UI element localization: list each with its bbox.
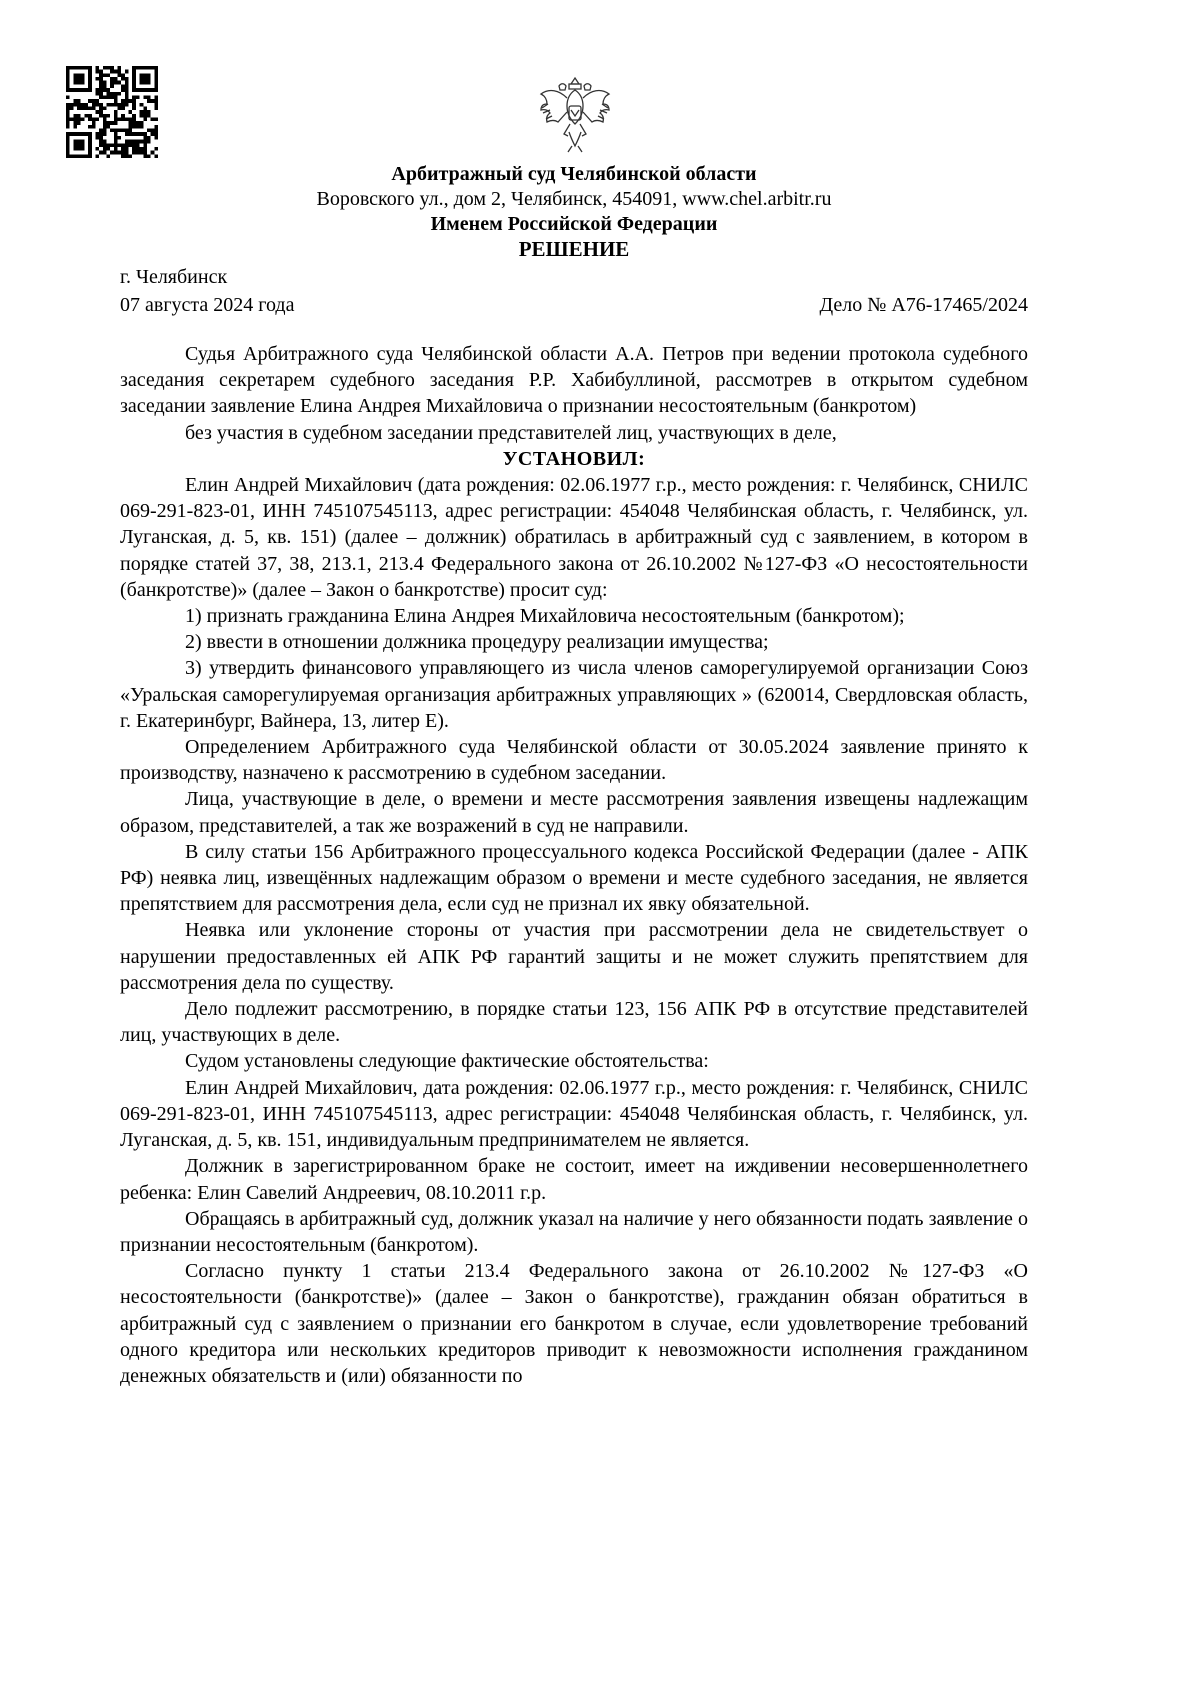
paragraph: В силу статьи 156 Арбитражного процессуального кодекса Российской Федерации (далее - АПК РФ) неявка лиц, извещённых надлежащим образом о времени и месте судебного заседания, не является препятствием для рассмотрения дела, если суд не признал их явку обязательной.: [120, 840, 1028, 916]
list-item: 3) утвердить финансового управляющего из числа членов саморегулируемой организации Союз «Уральская саморегулируемая организация арбитражных управляющих » (620014, Свердловская область, г. Екатеринбург, Вайнера, 13, литер Е).: [120, 657, 1028, 732]
paragraph: Дело подлежит рассмотрению, в порядке статьи 123, 156 АПК РФ в отсутствие представителей лиц, участвующих в деле.: [120, 998, 1028, 1047]
document-header: [0, 162, 1148, 262]
paragraph: Елин Андрей Михайлович (дата рождения: 02.06.1977 г.р., место рождения: г. Челябинск, СНИЛС 069-291-823-01, ИНН 745107545113, адрес регистрации: 454048 Челябинская область, г. Челябинск, ул. Луганская, д. 5, кв. 151) (далее – должник) обратилась в арбитражный суд с заявлением, в котором в порядке статей 37, 38, 213.1, 213.4 Федерального закона от 26.10.2002 №127-ФЗ «О несостоятельности (банкротстве)» (далее – Закон о банкротстве) просит суд:: [120, 474, 1028, 601]
paragraph: Обращаясь в арбитражный суд, должник указал на наличие у него обязанности подать заявление о признании несостоятельным (банкротом).: [120, 1207, 1028, 1256]
paragraph: Должник в зарегистрированном браке не состоит, имеет на иждивении несовершеннолетнего ребенка: Елин Савелий Андреевич, 08.10.2011 г.р.: [120, 1155, 1028, 1204]
section-heading: УСТАНОВИЛ:: [502, 447, 646, 470]
list-item: 2) ввести в отношении должника процедуру реализации имущества;: [185, 631, 769, 654]
document-body: [120, 341, 1028, 1389]
decision-date: 07 августа 2024 года: [120, 294, 295, 316]
coat-of-arms-icon: [536, 74, 614, 156]
in-name-line: Именем Российской Федерации: [430, 213, 718, 235]
paragraph: Неявка или уклонение стороны от участия при рассмотрении дела не свидетельствует о нарушении предоставленных ей АПК РФ гарантий защиты и не может служить препятствием для рассмотрения дела по существу.: [120, 919, 1028, 994]
paragraph: Определением Арбитражного суда Челябинской области от 30.05.2024 заявление принято к производству, назначено к рассмотрению в судебном заседании.: [120, 736, 1028, 785]
court-name: Арбитражный суд Челябинской области: [391, 163, 757, 185]
document-title: РЕШЕНИЕ: [518, 237, 630, 261]
paragraph: Елин Андрей Михайлович, дата рождения: 02.06.1977 г.р., место рождения: г. Челябинск, СНИЛС 069-291-823-01, ИНН 745107545113, адрес регистрации: 454048 Челябинская область, г. Челябинск, ул. Луганская, д. 5, кв. 151, индивидуальным предпринимателем не является.: [120, 1076, 1028, 1152]
paragraph: без участия в судебном заседании представителей лиц, участвующих в деле,: [185, 421, 837, 444]
paragraph: Судья Арбитражного суда Челябинской области А.А. Петров при ведении протокола судебного заседания секретарем судебного заседания Р.Р. Хабибуллиной, рассмотрев в открытом судебном заседании заявление Елина Андрея Михайловича о признании несостоятельным (банкротом): [120, 343, 1028, 418]
paragraph: Судом установлены следующие фактические обстоятельства:: [185, 1050, 709, 1073]
case-number: Дело № А76-17465/2024: [819, 294, 1028, 316]
document-meta: [120, 263, 1028, 319]
court-address: Воровского ул., дом 2, Челябинск, 454091, www.chel.arbitr.ru: [316, 188, 832, 210]
paragraph: Согласно пункту 1 статьи 213.4 Федерального закона от 26.10.2002 №127-ФЗ «О несостоятельности (банкротстве)» (далее – Закон о банкротстве), гражданин обязан обратиться в арбитражный суд с заявлением о признании его банкротом в случае, если удовлетворение требований одного кредитора или нескольких кредиторов приводит к невозможности исполнения гражданином денежных обязательств и (или) обязанности по: [120, 1260, 1028, 1387]
paragraph: Лица, участвующие в деле, о времени и месте рассмотрения заявления извещены надлежащим образом, представителей, а так же возражений в суд не направили.: [120, 788, 1028, 837]
list-item: 1) признать гражданина Елина Андрея Михайловича несостоятельным (банкротом);: [185, 605, 905, 628]
qr-code-icon: [66, 66, 158, 158]
city: г. Челябинск: [120, 266, 228, 288]
